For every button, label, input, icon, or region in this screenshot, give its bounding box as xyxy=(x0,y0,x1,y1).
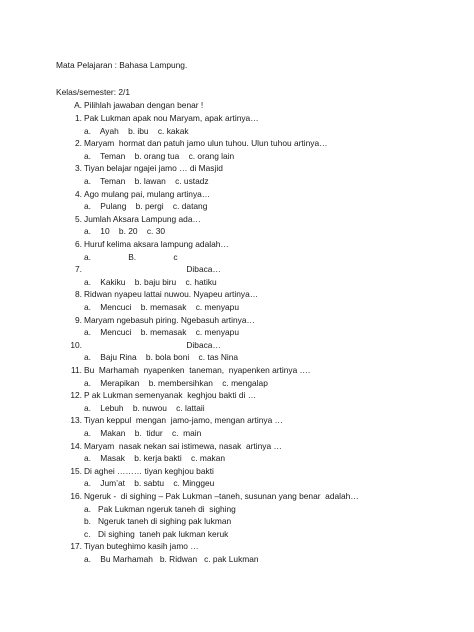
question-number: 3. xyxy=(75,163,82,174)
question-number: 17. xyxy=(70,541,82,552)
answer-options: a. Pulang b. pergi c. datang xyxy=(84,201,208,212)
option-letter: c. xyxy=(84,528,91,539)
question-text: Tiyan buteghimo kasih jamo … xyxy=(84,541,199,552)
question-number: 4. xyxy=(75,188,82,199)
instruction-text: Pilihlah jawaban dengan benar ! xyxy=(84,100,204,110)
question-number: 13. xyxy=(70,415,82,426)
question-number: 9. xyxy=(75,314,82,325)
answer-options: a. Mencuci b. memasak c. menyapu xyxy=(84,302,239,312)
question-text: Maryam nasak nekan sai istimewa, nasak artinya … xyxy=(84,440,282,451)
option-letter: a. xyxy=(84,503,91,514)
answer-options: a. Jum’at b. sabtu c. Minggeu xyxy=(84,478,215,489)
answer-options: a. Bu Marhamah b. Ridwan c. pak Lukman xyxy=(84,554,259,564)
question-text: Maryam ngebasuh piring. Ngebasuh artinya… xyxy=(84,314,255,325)
question-text: Ridwan nyapeu lattai nuwou. Nyapeu artinya… xyxy=(84,289,259,300)
question-text: Dibaca… xyxy=(84,264,221,275)
answer-options: a. Teman b. lawan c. ustadz xyxy=(84,176,209,186)
question-number: 1. xyxy=(75,113,82,123)
question-text: Tiyan belajar ngajei jamo … di Masjid xyxy=(84,163,223,174)
question-text: P ak Lukman semenyanak keghjou bakti di … xyxy=(84,390,257,401)
question-number: 11. xyxy=(70,365,82,375)
question-number: 16. xyxy=(70,491,82,501)
question-text: Ago mulang pai, mulang artinya… xyxy=(84,188,211,199)
answer-options: a. Masak b. kerja bakti c. makan xyxy=(84,453,226,464)
question-number: 5. xyxy=(75,213,82,224)
question-text: Bu Marhamah nyapenken taneman, nyapenken artinya …. xyxy=(84,365,311,375)
option-letter: b. xyxy=(84,516,91,527)
question-text: Tiyan keppul mengan jamo-jamo, mengan artinya … xyxy=(84,415,283,426)
question-number: 14. xyxy=(70,440,82,451)
question-number: 2. xyxy=(75,138,82,149)
option-text: Di sighing taneh pak lukman keruk xyxy=(98,528,229,539)
question-number: 8. xyxy=(75,289,82,300)
answer-options: a. Kakiku b. baju biru c. hatiku xyxy=(84,276,217,287)
question-number: 7. xyxy=(75,264,82,275)
question-text: Di aghei ……… tiyan keghjou bakti xyxy=(84,465,214,476)
option-text: Ngeruk taneh di sighing pak lukman xyxy=(98,516,232,527)
answer-options: a. Lebuh b. nuwou c. lattaii xyxy=(84,402,205,413)
subject-line: Mata Pelajaran : Bahasa Lampung. xyxy=(56,60,188,70)
question-number: 12. xyxy=(70,390,82,401)
answer-options: a. Mencuci b. memasak c. menyapu xyxy=(84,327,239,338)
answer-options: a. Makan b. tidur c. main xyxy=(84,428,202,438)
question-number: 6. xyxy=(75,239,82,249)
answer-options: a. 10 b. 20 c. 30 xyxy=(84,226,166,237)
option-text: Pak Lukman ngeruk taneh di sighing xyxy=(98,503,236,514)
answer-options: a. B. c xyxy=(84,251,178,262)
question-text: Jumlah Aksara Lampung ada… xyxy=(84,213,201,224)
class-semester-line: Kelas/semester: 2/1 xyxy=(56,87,131,97)
answer-options: a. Merapikan b. membersihkan c. mengalap xyxy=(84,377,268,388)
instruction-letter: A. xyxy=(74,100,82,110)
question-text: Huruf kelima aksara lampung adalah… xyxy=(84,239,229,249)
answer-options: a. Teman b. orang tua c. orang lain xyxy=(84,150,235,161)
answer-options: a. Ayah b. ibu c. kakak xyxy=(84,125,189,136)
question-text: Maryam hormat dan patuh jamo ulun tuhou. Ulun tuhou artinya… xyxy=(84,138,328,149)
answer-options: a. Baju Rina b. bola boni c. tas Nina xyxy=(84,352,239,363)
question-number: 10. xyxy=(70,339,82,350)
question-number: 15. xyxy=(70,465,82,476)
question-text: Dibaca… xyxy=(84,339,221,350)
question-text: Ngeruk - di sighing – Pak Lukman –taneh, susunan yang benar adalah… xyxy=(84,491,359,501)
question-text: Pak Lukman apak nou Maryam, apak artinya… xyxy=(84,113,259,123)
